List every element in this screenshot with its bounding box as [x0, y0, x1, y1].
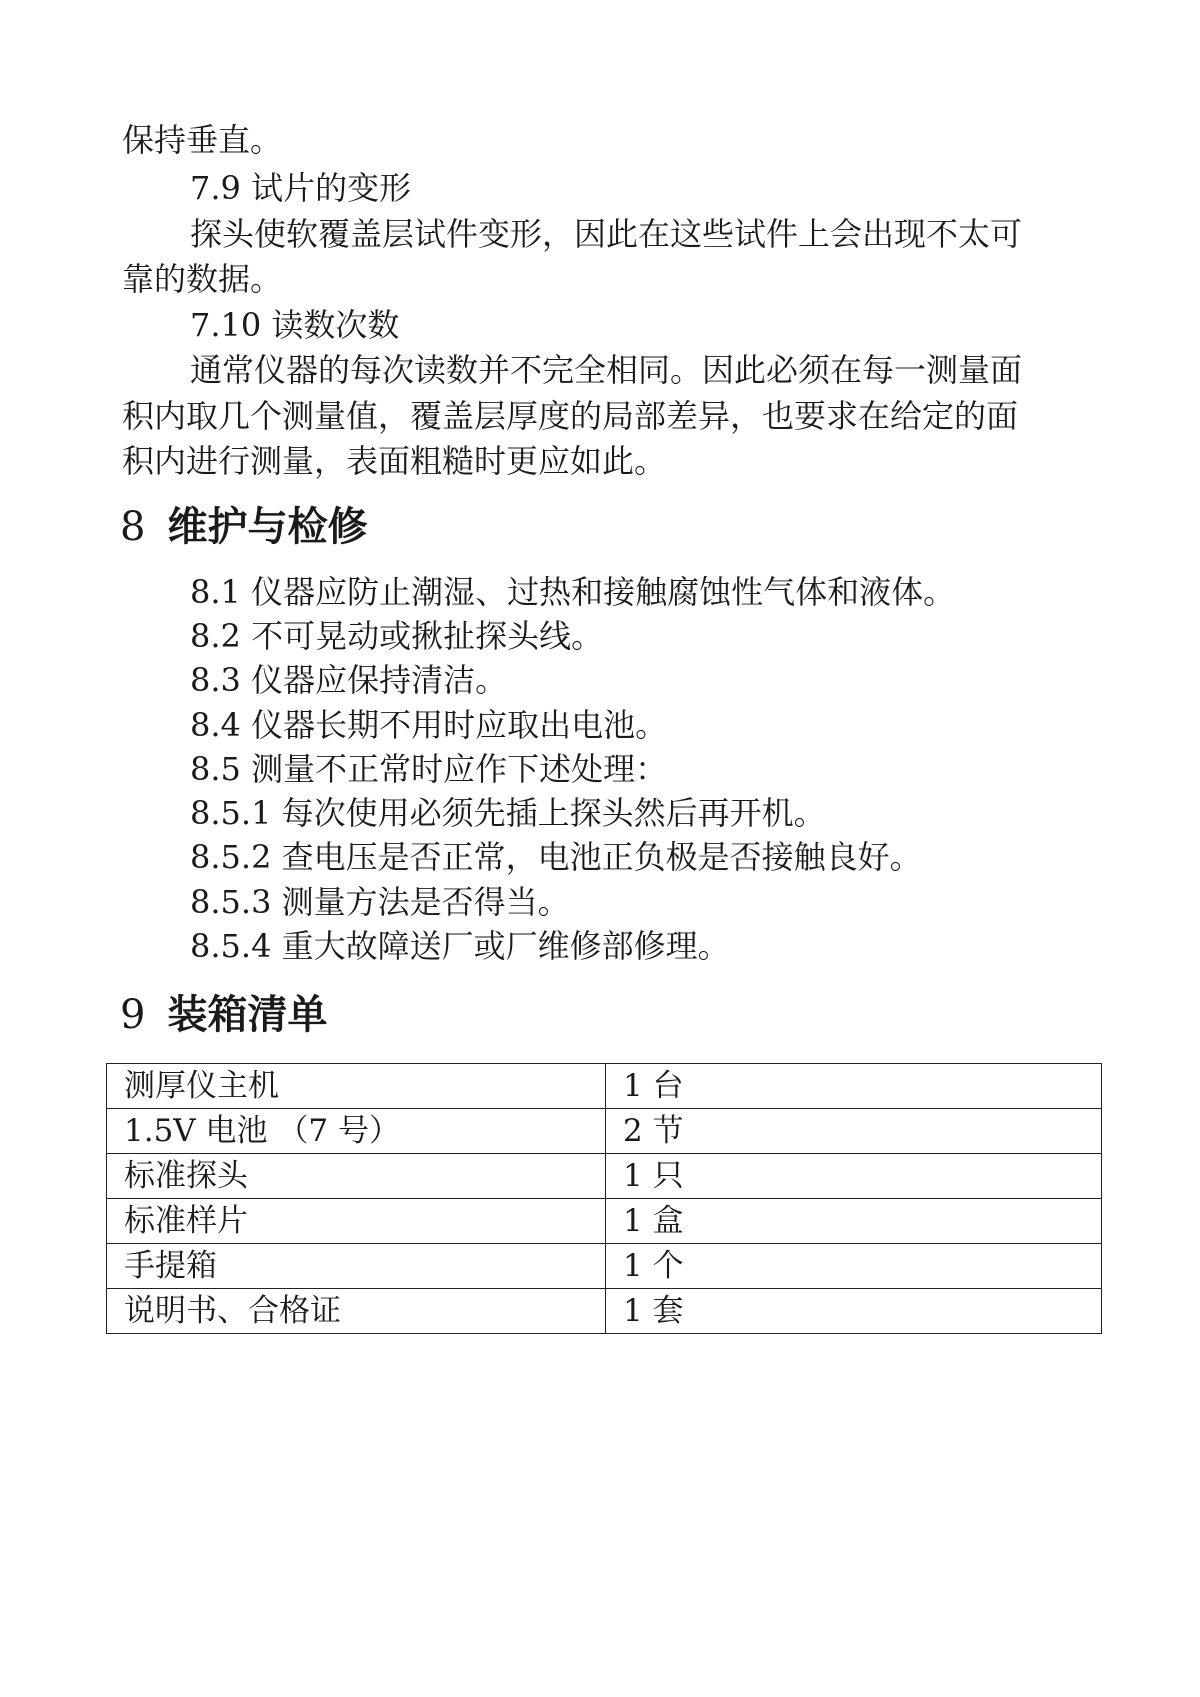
paragraph-line: 通常仪器的每次读数并不完全相同。因此必须在每一测量面 — [190, 351, 1023, 389]
item-cell: 说明书、合格证 — [107, 1289, 606, 1334]
section-number: 8 — [120, 504, 146, 550]
item-cell: 标准样片 — [107, 1199, 606, 1244]
item-cell: 标准探头 — [107, 1154, 606, 1199]
maintenance-item: 8.5.4 重大故障送厂或厂维修部修理。 — [190, 927, 730, 965]
subsection-title-7-9: 7.9 试片的变形 — [190, 169, 412, 207]
maintenance-item: 8.4 仪器长期不用时应取出电池。 — [190, 706, 668, 744]
maintenance-item: 8.2 不可晃动或揪扯探头线。 — [190, 617, 604, 655]
section-heading-8 — [120, 502, 367, 552]
paragraph-line: 积内取几个测量值，覆盖层厚度的局部差异，也要求在给定的面 — [122, 397, 1019, 435]
maintenance-item: 8.3 仪器应保持清洁。 — [190, 661, 508, 699]
maintenance-item: 8.5 测量不正常时应作下述处理： — [190, 750, 668, 788]
maintenance-item: 8.5.3 测量方法是否得当。 — [190, 883, 570, 921]
section-heading-9 — [120, 990, 327, 1040]
paragraph-line: 探头使软覆盖层试件变形，因此在这些试件上会出现不太可 — [190, 215, 1023, 253]
item-cell: 手提箱 — [107, 1244, 606, 1289]
quantity-cell: 1 套 — [606, 1289, 1102, 1334]
table-row — [107, 1064, 1102, 1109]
quantity-cell: 2 节 — [606, 1109, 1102, 1154]
table-row — [107, 1199, 1102, 1244]
item-cell: 测厚仪主机 — [107, 1064, 606, 1109]
quantity-cell: 1 台 — [606, 1064, 1102, 1109]
paragraph-line: 积内进行测量，表面粗糙时更应如此。 — [122, 442, 667, 480]
quantity-cell: 1 盒 — [606, 1199, 1102, 1244]
paragraph-line: 保持垂直。 — [122, 121, 283, 159]
table-row — [107, 1154, 1102, 1199]
maintenance-item: 8.5.1 每次使用必须先插上探头然后再开机。 — [190, 794, 826, 832]
quantity-cell: 1 只 — [606, 1154, 1102, 1199]
paragraph-line: 靠的数据。 — [122, 260, 283, 298]
packing-list-table — [106, 1063, 1102, 1334]
table-row — [107, 1109, 1102, 1154]
table-row — [107, 1244, 1102, 1289]
section-title: 装箱清单 — [167, 992, 328, 1038]
quantity-cell: 1 个 — [606, 1244, 1102, 1289]
section-number: 9 — [120, 992, 146, 1038]
maintenance-item: 8.1 仪器应防止潮湿、过热和接触腐蚀性气体和液体。 — [190, 573, 956, 611]
item-cell: 1.5V 电池 （7 号） — [107, 1109, 606, 1154]
table-row — [107, 1289, 1102, 1334]
section-title: 维护与检修 — [167, 504, 368, 550]
subsection-title-7-10: 7.10 读数次数 — [190, 306, 400, 344]
maintenance-item: 8.5.2 查电压是否正常，电池正负极是否接触良好。 — [190, 838, 922, 876]
